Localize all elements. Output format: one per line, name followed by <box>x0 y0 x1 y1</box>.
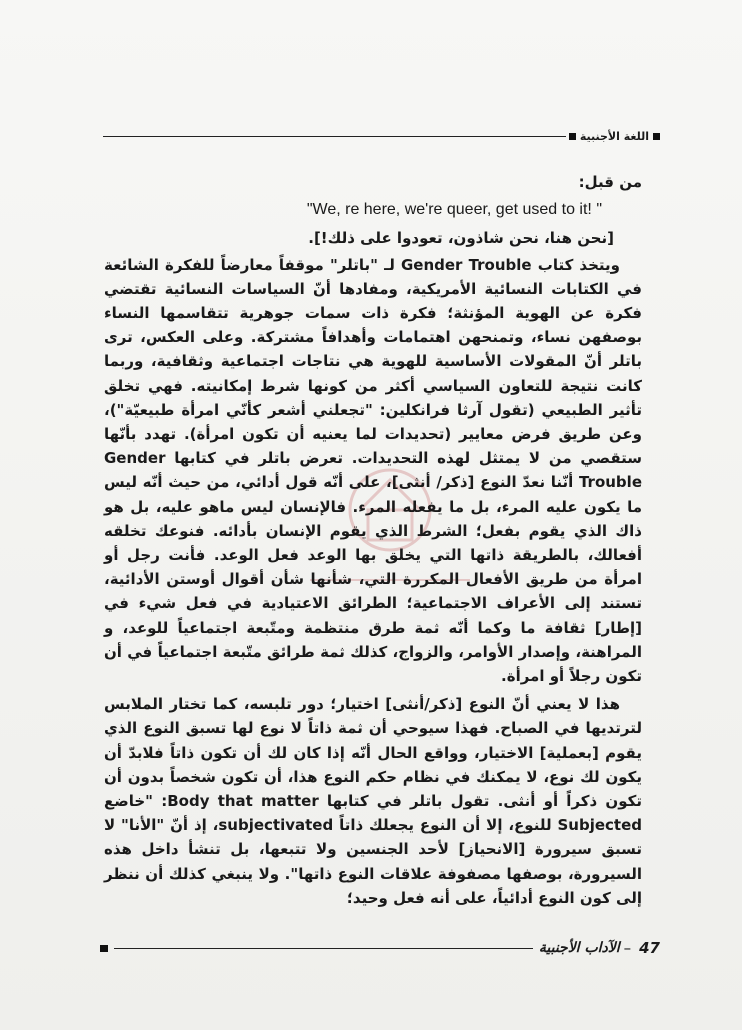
arabic-quote-translation: [نحن هنا، نحن شاذون، تعودوا على ذلك!]. <box>308 229 614 248</box>
header-rule <box>103 136 566 137</box>
running-header <box>100 128 660 144</box>
journal-name: الآداب الأجنبية <box>538 940 620 956</box>
paragraph-2: هذا لا يعني أنّ النوع [ذكر/أنثى] اختيار؛ دور تلبسه، كما تختار الملابس لترتديها في الصباح. فهذا سيوحي أن ثمة ذاتاً لا نوع لها تسبق النوع الذي يقوم [بعملية] الاختيار، وواقع الحال أنّه إذا كان لك أن تكون ذاتاً فلابدّ أن يكون لك نوع، لا يمكنك في نظام حكم النوع هذا، أن تكون شخصاً بدون أن تكون ذكراً أو أنثى. تقول باتلر في كتابها Body that matter: "خاضع Subjected للنوع، إلا أن النوع يجعلك ذاتاً subjectivated، إذ أنّ "الأنا" لا تسبق سيرورة [الانحياز] لأحد الجنسين ولا تتبعها، بل تنشأ داخل هذه السيرورة، بوصفها مصفوفة علاقات النوع ذاتها". ولا ينبغي كذلك أن ننظر إلى كون النوع أدائياً، على أنه فعل وحيد؛ <box>104 695 642 907</box>
header-square-right <box>653 133 660 140</box>
english-quote: "We, re here, we're queer, get used to it! " <box>306 201 602 219</box>
page-number: 47 <box>639 939 660 957</box>
paragraph-1: ويتخذ كتاب Gender Trouble لـ "باتلر" موقفاً معارضاً للفكرة الشائعة في الكتابات النسائية الأمريكية، ومفادها أنّ السياسات النسائية تقتضي فكرة عن الهوية المؤنثة؛ فكرة ذات سمات جوهرية تتقاسمها النساء بوصفهن نساء، وتمنحهن اهتمامات وأهدافاً مشتركة. وعلى العكس، ترى باتلر أنّ المقولات الأساسية للهوية هي نتاجات اجتماعية وثقافية، وربما كانت نتيجة للتعاون السياسي أكثر من كونها شرط إمكانيته. فهي تخلق تأثير الطبيعي (تقول آرثا فرانكلين: "تجعلني أشعر كأنّي امرأة طبيعيّة")، وعن طريق فرض معايير (تحديدات لما يعنيه أن تكون امرأة). تهدد بأنّها ستقصي من لا يمتثل لهذه التحديدات. تعرض باتلر في كتابها Gender Trouble أنّنا نعدّ النوع [ذكر/ أنثى]، على أنّه قول أدائي، من حيث أنّه ليس ما يكون عليه المرء، بل ما يفعله المرء. فالإنسان ليس ماهو عليه، بل هو ذاك الذي يقوم بفعل؛ الشرط الذي يقوم الإنسان بأدائه. فنوعك تخلقه أفعالك، بالطريقة ذاتها التي يخلق بها الوعد فعل الوعد. فأنت رجل أو امرأة من طريق الأفعال المكررة التي، شأنها شأن أقوال أوستن الأدائية، تستند إلى الأعراف الاجتماعية؛ الطرائق الاعتيادية في فعل شيء في [إطار] ثقافة ما وكما أنّه ثمة طرق منتظمة ومتّبعة اجتماعياً للوعد، و المراهنة، وإصدار الأوامر، والزواج، كذلك ثمة طرائق متّبعة اجتماعياً في أن تكون رجلاً أو امرأة. <box>104 255 642 686</box>
footer-square <box>100 945 108 952</box>
lead-text: من قبل: <box>578 173 642 191</box>
header-title: اللغة الأجنبية <box>579 129 649 143</box>
header-square-left <box>569 133 576 140</box>
article-body <box>104 170 642 910</box>
footer-separator: – <box>623 939 632 957</box>
running-footer <box>100 938 660 958</box>
footer-rule <box>114 948 533 949</box>
